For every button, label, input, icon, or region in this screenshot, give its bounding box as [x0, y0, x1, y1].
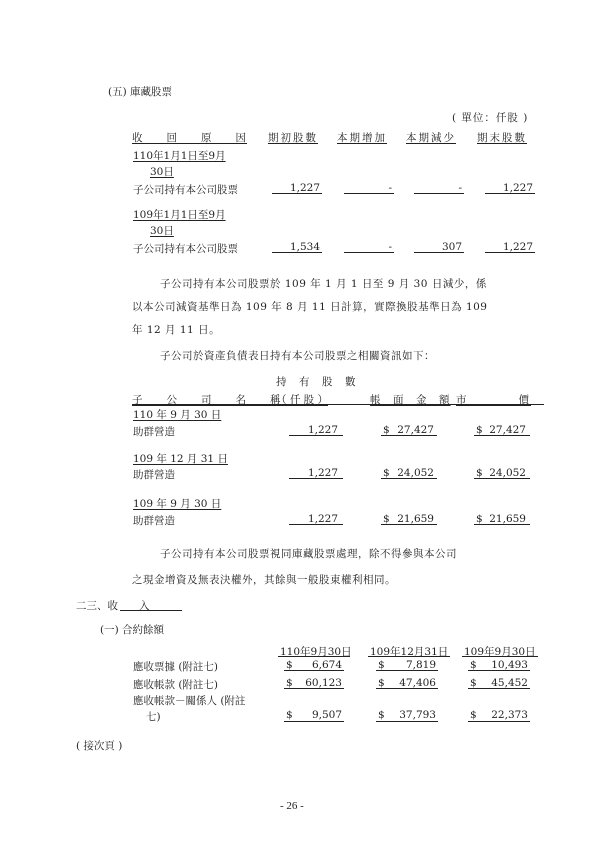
value-decrease: 307 [441, 241, 462, 253]
value-shares: 1,227 [307, 467, 338, 479]
section-title: 二三、收 入 [76, 600, 150, 612]
underline [474, 435, 530, 436]
company-name: 助群營造 [133, 515, 175, 527]
header-book-value: 帳 面 金 額 [370, 394, 451, 406]
header-date: 110年9月30日 [280, 646, 352, 658]
value-market: 21,659 [489, 513, 526, 525]
period-label-cont: 30日 [150, 166, 174, 178]
underline [468, 721, 530, 722]
header-rule [462, 656, 538, 657]
value-decrease: - [458, 182, 462, 194]
date-label: 109 年 12 月 31 日 [133, 453, 228, 465]
value-cell: 10,493 [491, 659, 528, 671]
date-label: 109 年 9 月 30 日 [133, 498, 222, 510]
underline [468, 688, 530, 689]
dollar-sign: $ [378, 677, 385, 689]
value-cell: 47,406 [399, 677, 436, 689]
period-label: 110年1月1日至9月 [133, 150, 226, 162]
value-opening: 1,534 [289, 241, 320, 253]
underline [284, 688, 344, 689]
value-cell: 22,373 [491, 709, 528, 721]
dollar-sign: $ [378, 709, 385, 721]
underline [289, 524, 343, 525]
value-book: 27,427 [397, 424, 434, 436]
header-closing: 期末股數 [477, 132, 527, 144]
header-market-value: 市 價 [456, 394, 531, 406]
subsection-title: (一) 合約餘額 [100, 624, 165, 636]
underline [485, 252, 535, 253]
value-book: 21,659 [397, 513, 434, 525]
underline [284, 670, 344, 671]
header-opening: 期初股數 [268, 132, 318, 144]
title-underline [120, 610, 182, 611]
underline [272, 252, 322, 253]
underline [381, 524, 437, 525]
paragraph-line: 之現金增資及無表決權外，其餘與一般股東權利相同。 [132, 574, 396, 586]
header-decrease: 本期減少 [406, 132, 456, 144]
row-label: 子公司持有本公司股票 [133, 243, 238, 255]
continued-note: ( 接次頁 ) [76, 740, 123, 752]
value-closing: 1,227 [502, 182, 533, 194]
underline [289, 478, 343, 479]
dollar-sign: $ [476, 467, 483, 479]
underline [381, 478, 437, 479]
underline [468, 670, 530, 671]
dollar-sign: $ [470, 677, 477, 689]
value-shares: 1,227 [307, 513, 338, 525]
underline [284, 721, 344, 722]
value-market: 24,052 [489, 467, 526, 479]
dollar-sign: $ [476, 424, 483, 436]
page-number: - 26 - [280, 800, 304, 812]
value-cell: 60,123 [305, 677, 342, 689]
row-label-cont: 七) [146, 711, 161, 723]
underline [289, 435, 343, 436]
underline [381, 435, 437, 436]
dollar-sign: $ [470, 659, 477, 671]
company-name: 助群營造 [133, 426, 175, 438]
paragraph-line: 以本公司減資基準日為 109 年 8 月 11 日計算，實際換股基準日為 109 [132, 301, 488, 313]
row-label: 應收帳款 (附註七) [133, 679, 219, 691]
value-increase: - [388, 241, 392, 253]
dollar-sign: $ [286, 677, 293, 689]
value-cell: 45,452 [491, 677, 528, 689]
header-reason: 收 回 原 因 [132, 132, 247, 144]
underline [376, 688, 438, 689]
value-book: 24,052 [397, 467, 434, 479]
underline [344, 252, 394, 253]
value-market: 27,427 [489, 424, 526, 436]
value-closing: 1,227 [502, 241, 533, 253]
period-label-cont: 30日 [150, 225, 174, 237]
value-opening: 1,227 [289, 182, 320, 194]
underline [414, 252, 464, 253]
paragraph-line: 子公司持有本公司股票於 109 年 1 月 1 日至 9 月 30 日減少，係 [160, 278, 487, 290]
company-name: 助群營造 [133, 469, 175, 481]
value-shares: 1,227 [307, 424, 338, 436]
dollar-sign: $ [383, 424, 390, 436]
dollar-sign: $ [470, 709, 477, 721]
underline [414, 193, 464, 194]
paragraph-line: 子公司持有本公司股票視同庫藏股票處理，除不得參與本公司 [160, 548, 457, 560]
dollar-sign: $ [378, 659, 385, 671]
header-shares-bottom: （ 仟 股 ） [276, 394, 329, 406]
header-increase: 本期增加 [337, 132, 387, 144]
row-label: 應收帳款－關係人 (附註 [133, 695, 246, 707]
underline [272, 193, 322, 194]
underline [474, 524, 530, 525]
underline [376, 721, 438, 722]
underline [344, 193, 394, 194]
row-label: 子公司持有本公司股票 [133, 184, 238, 196]
header-rule [132, 404, 544, 405]
dollar-sign: $ [383, 467, 390, 479]
section-title: (五) 庫藏股票 [108, 86, 173, 98]
underline [474, 478, 530, 479]
value-cell: 7,819 [405, 659, 436, 671]
value-cell: 37,793 [399, 709, 436, 721]
header-date: 109年12月31日 [370, 646, 449, 658]
value-increase: - [388, 182, 392, 194]
header-rule [278, 656, 350, 657]
dollar-sign: $ [286, 659, 293, 671]
paragraph-line: 年 12 月 11 日。 [132, 324, 221, 336]
period-label: 109年1月1日至9月 [133, 209, 226, 221]
date-label: 110 年 9 月 30 日 [133, 409, 222, 421]
header-company: 子 公 司 名 稱 [132, 394, 282, 406]
dollar-sign: $ [383, 513, 390, 525]
value-cell: 6,674 [311, 659, 342, 671]
row-label: 應收票據 (附註七) [133, 661, 219, 673]
value-cell: 9,507 [311, 709, 342, 721]
underline [485, 193, 535, 194]
underline [376, 670, 438, 671]
paragraph-line: 子公司於資產負債表日持有本公司股票之相關資訊如下： [160, 350, 435, 362]
header-shares-top: 持 有 股 數 [276, 376, 357, 388]
dollar-sign: $ [286, 709, 293, 721]
dollar-sign: $ [476, 513, 483, 525]
unit-label: ( 單位：仟股 ) [452, 112, 529, 124]
header-date: 109年9月30日 [464, 646, 536, 658]
header-rule [368, 656, 450, 657]
